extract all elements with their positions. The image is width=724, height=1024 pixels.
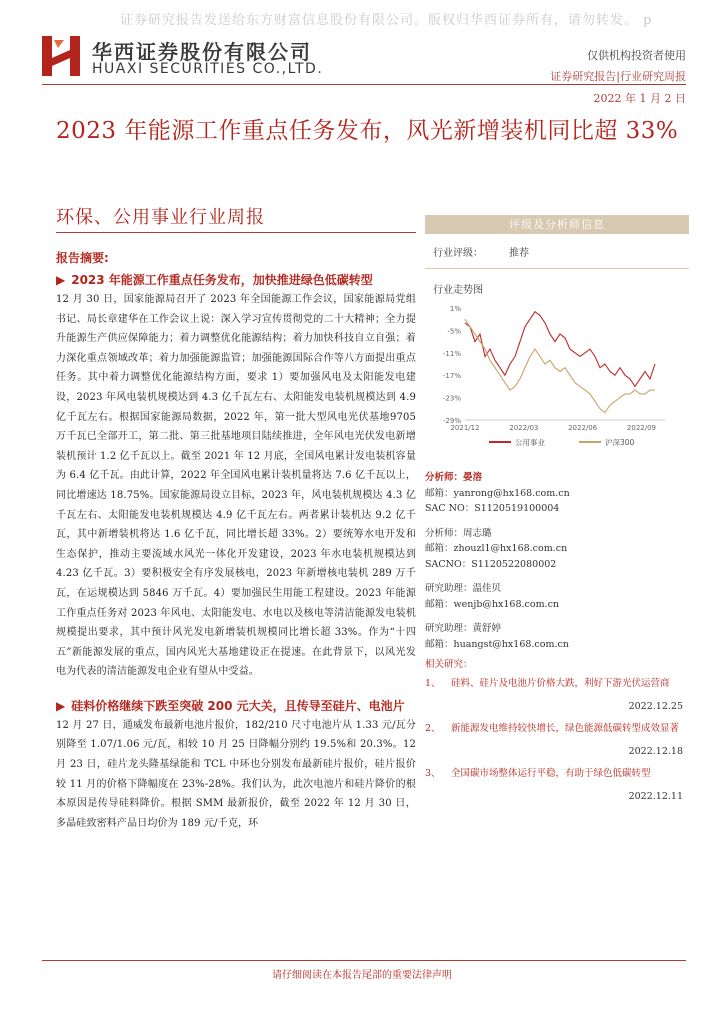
analyst-name: 分析师：晏溶 bbox=[425, 472, 483, 483]
related-heading: 相关研究： bbox=[425, 659, 473, 670]
related-item-title[interactable]: 硅料、硅片及电池片价格大跌，利好下游光伏运营商 bbox=[451, 678, 670, 689]
x-tick-label: 2021/12 bbox=[450, 424, 480, 432]
subtitle-divider bbox=[56, 232, 416, 233]
summary-column bbox=[56, 248, 416, 833]
related-item-title[interactable]: 全国碳市场整体运行平稳，有助于绿色低碳转型 bbox=[451, 768, 651, 779]
trend-chart-svg bbox=[429, 302, 679, 452]
report-date: 2022 年 1 月 2 日 bbox=[593, 92, 686, 105]
analyst-contact: SACNO：S1120522080002 bbox=[425, 558, 557, 570]
related-item[interactable] bbox=[425, 676, 689, 691]
industry-rating bbox=[425, 242, 689, 266]
company-name-en: HUAXI SECURITIES CO.,LTD. bbox=[92, 61, 324, 77]
x-tick-label: 2022/03 bbox=[509, 424, 539, 432]
x-tick-label: 2022/06 bbox=[568, 424, 598, 432]
analyst-info bbox=[425, 470, 689, 652]
related-item-title[interactable]: 新能源发电维持较快增长，绿色能源低碳转型成效显著 bbox=[451, 723, 680, 734]
audience-tag: 仅供机构投资者使用 bbox=[587, 49, 686, 62]
analyst-name: 研究助理：温佳贝 bbox=[425, 583, 502, 594]
rating-value: 推荐 bbox=[509, 248, 529, 259]
y-tick-label: -11% bbox=[442, 349, 461, 358]
rating-panel bbox=[425, 215, 689, 452]
analyst-name: 分析师：周志璐 bbox=[425, 527, 492, 539]
series-line-utilities bbox=[465, 312, 655, 387]
legend-label: 公用事业 bbox=[515, 438, 545, 447]
section-2-subtitle: ▶ 硅料价格继续下跌至突破 200 元大关，且传导至硅片、电池片 bbox=[56, 698, 405, 713]
y-tick-label: -17% bbox=[442, 372, 461, 381]
trend-chart-label: 行业走势图 bbox=[433, 285, 483, 296]
header-divider bbox=[42, 84, 686, 85]
analyst-contact: 邮箱：huangst@hx168.com.cn bbox=[425, 638, 569, 650]
related-research bbox=[425, 656, 689, 811]
related-item-date: 2022.12.25 bbox=[628, 701, 683, 712]
related-item-date: 2022.12.11 bbox=[628, 791, 683, 802]
analyst-contact: 邮箱：zhouzl1@hx168.com.cn bbox=[425, 543, 568, 554]
analyst-name: 研究助理：黄舒婷 bbox=[425, 623, 502, 634]
trend-chart bbox=[429, 302, 679, 452]
related-item-number: 1、 bbox=[425, 678, 441, 689]
rating-label: 行业评级： bbox=[433, 248, 483, 259]
related-item[interactable] bbox=[425, 721, 689, 736]
y-tick-label: 1% bbox=[449, 305, 461, 313]
legend-label: 沪深300 bbox=[605, 438, 635, 447]
section-2-body: 12 月 27 日，通威发布最新电池片报价，182/210 尺寸电池片从 1.33 元/瓦分别降至 1.07/1.06 元/瓦，相较 10 月 25 日降幅分别约 19.5%和 20.3%。12 月 23 日，硅片龙头隆基绿能和 TCL 中环也分别发布最新硅片报价，硅片报价较 11 月的价格下降幅度在 23%-28%。我们认为，此次电池片和硅片降价的根本原因是传导硅料降价。根据 SMM 最新报价，截至 2022 年 12 月 30 日，多晶硅致密料产品日均价为 189 元/千克，环 bbox=[56, 719, 416, 829]
analyst-contact: 邮箱：wenjb@hx168.com.cn bbox=[425, 598, 560, 610]
y-tick-label: -23% bbox=[442, 394, 461, 403]
report-title: 2023 年能源工作重点任务发布，风光新增装机同比超 33% bbox=[56, 118, 679, 144]
section-1-subtitle: ▶ 2023 年能源工作重点任务发布，加快推进绿色低碳转型 bbox=[56, 273, 373, 287]
y-tick-label: -5% bbox=[447, 327, 461, 336]
section-1-body: 12 月 30 日，国家能源局召开了 2023 年全国能源工作会议，国家能源局党组书记、局长章建华在工作会议上说：深入学习宣传贯彻党的二十大精神；全力提升能源生产供应保障能力；着力调整优化能源结构；着力加快科技自立自强；着力深化重点领域改革；着力加强能源监管；加强能源国际合作等八方面提出重点任务。其中着力调整优化能源结构方面，要求 1）要加强风电及太阳能发电建设，2023 年风电装机规模达到 4.3 亿千瓦左右、太阳能发电装机规模达到 4.9 亿千瓦左右。根据国家能源局数据，2022 年，第一批大型风电光伏基地9705 万千瓦已全部开工，第二批、第三批基地项目陆续推进，全年风电光伏发电新增装机预计 1.2 亿千瓦以上。截至 2021 年 12 月底，全国风电累计发电装机容量为 6.4 亿千瓦。由此计算，2022 年全国风电累计装机量将达 7.6 亿千瓦以上，同比增速达 18.75%。国家能源局设立目标，2023 年，风电装机规模达 4.3 亿千瓦左右、太阳能发电装机规模达 4.9 亿千瓦左右。两者累计装机达 9.2 亿千瓦，其中新增装机将达 1.6 亿千瓦，同比增长超 33%。2）要统筹水电开发和生态保护，推动主要流域水风光一体化开发建设，2023 年水电装机规模达到 4.23 亿千瓦。3）要积极安全有序发展核电，2023 年新增核电装机 289 万千瓦，在运规模达到 5846 万千瓦。4）要加强民生用能工程建设。2023 年能源工作重点任务对 2023 年风电、太阳能发电、水电以及核电等清洁能源发电装机规模提出要求，其中预计风光发电新增装机规模同比增长超 33%。作为“十四五”新能源发展的重点，国内风光大基地建设正在提速。在此背景下，以风光发电为代表的清洁能源发电企业有望从中受益。 bbox=[56, 294, 416, 678]
x-tick-label: 2022/09 bbox=[626, 424, 657, 432]
industry-subtitle: 环保、公用事业行业周报 bbox=[56, 207, 265, 228]
legal-notice: 请仔细阅读在本报告尾部的重要法律声明 bbox=[272, 970, 452, 981]
huaxi-logo bbox=[42, 36, 80, 76]
footer-divider bbox=[42, 960, 686, 961]
analyst-contact: 邮箱：yanrong@hx168.com.cn bbox=[425, 487, 570, 499]
triangle-bullet-icon: ▶ bbox=[56, 273, 66, 287]
related-item-number: 2、 bbox=[425, 723, 441, 734]
related-item-date: 2022.12.18 bbox=[628, 746, 683, 757]
report-type-tag: 证券研究报告|行业研究周报 bbox=[550, 70, 686, 83]
watermark: 证券研究报告发送给东方财富信息股份有限公司。版权归华西证券所有，请勿转发。 p bbox=[120, 13, 653, 28]
company-name-cn: 华西证券股份有限公司 bbox=[92, 40, 312, 64]
related-item[interactable] bbox=[425, 766, 689, 781]
rating-divider bbox=[425, 268, 689, 269]
summary-heading: 报告摘要: bbox=[56, 251, 109, 265]
triangle-bullet-icon: ▶ bbox=[56, 698, 66, 713]
analyst-contact: SAC NO：S1120519100004 bbox=[425, 503, 560, 514]
y-tick-label: -29% bbox=[442, 417, 461, 425]
series-line-csi300 bbox=[465, 319, 655, 412]
related-item-number: 3、 bbox=[425, 768, 441, 779]
rating-panel-header: 评级及分析师信息 bbox=[425, 215, 689, 234]
